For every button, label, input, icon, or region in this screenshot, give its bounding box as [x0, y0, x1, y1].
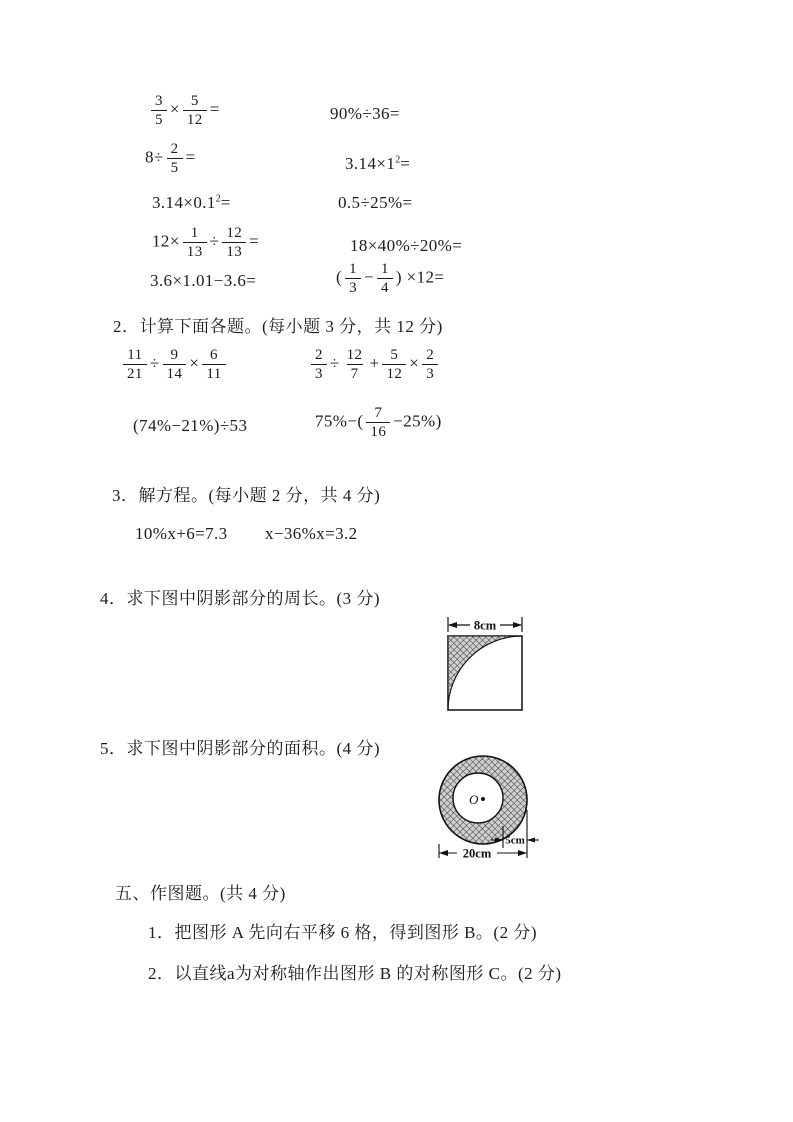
calc-expr-1-left: $\frac{11}{21}$ ÷ $\frac{9}{14}$ × $\frac{6}{11}$: [120, 347, 229, 382]
equations-heading: 3．解方程。(每小题 2 分，共 4 分): [112, 486, 381, 505]
fraction: $\frac{2}{5}$: [167, 141, 183, 176]
equation-1: 10%x+6=7.3: [135, 524, 228, 543]
drawing-item-1: 1．把图形 A 先向右平移 6 格，得到图形 B。(2 分): [148, 923, 537, 942]
fraction: $\frac{2}{3}$: [311, 347, 327, 382]
dim-label-8cm: 8cm: [473, 618, 497, 633]
calc-expr-2-right: 75%−( $\frac{7}{16}$ −25%): [315, 405, 442, 441]
fraction: $\frac{11}{21}$: [123, 347, 147, 382]
drawing-heading: 五、作图题。(共 4 分): [115, 884, 286, 903]
oral-expr-5-left: 3.6×1.01−3.6=: [150, 271, 257, 290]
fraction: $\frac{5}{12}$: [382, 347, 406, 382]
fraction: $\frac{7}{16}$: [366, 405, 390, 440]
fraction: $\frac{9}{14}$: [163, 347, 187, 382]
fraction: $\frac{12}{7}$: [346, 347, 363, 383]
fraction: $\frac{1}{13}$: [183, 225, 207, 260]
fraction: $\frac{1}{3}$: [345, 261, 361, 296]
fraction: $\frac{3}{5}$: [151, 93, 167, 128]
oral-expr-2-right: $3.14\times 1^2=$: [345, 154, 411, 173]
oral-expr-1-right: 90%÷36=: [330, 104, 400, 123]
ring-width-label: 5cm: [505, 834, 525, 847]
area-heading: 5．求下图中阴影部分的面积。(4 分): [100, 739, 381, 758]
oral-expr-2-left: 8÷ $\frac{2}{5}$ =: [145, 141, 196, 177]
quarter-circle-figure: [438, 608, 552, 722]
equation-2: x−36%x=3.2: [265, 524, 358, 543]
diameter-label: 20cm: [462, 846, 492, 861]
center-dot: [481, 797, 485, 801]
perimeter-heading: 4．求下图中阴影部分的周长。(3 分): [100, 589, 381, 608]
fraction: $\frac{2}{3}$: [422, 347, 438, 382]
oral-expr-1-left: $\frac{3}{5}$ × $\frac{5}{12}$ =: [148, 93, 220, 128]
annulus-figure: [425, 752, 549, 864]
oral-expr-3-right: 0.5÷25%=: [338, 193, 413, 212]
fraction: $\frac{1}{4}$: [377, 261, 393, 296]
fraction: $\frac{12}{13}$: [222, 225, 246, 260]
fraction: $\frac{5}{12}$: [183, 93, 207, 128]
oral-expr-5-right: ( $\frac{1}{3}$ − $\frac{1}{4}$ ) ×12=: [336, 261, 445, 297]
fraction: $\frac{6}{11}$: [202, 347, 225, 382]
calc-expr-2-left: (74%−21%)÷53: [133, 416, 248, 435]
oral-expr-3-left: $3.14\times 0.1^2=$: [152, 193, 231, 212]
oral-expr-4-right: 18×40%÷20%=: [350, 236, 463, 255]
drawing-item-2: 2．以直线a为对称轴作出图形 B 的对称图形 C。(2 分): [148, 964, 562, 983]
oral-expr-4-left: 12× $\frac{1}{13}$ ÷ $\frac{12}{13}$ =: [152, 225, 260, 261]
calc-heading: 2．计算下面各题。(每小题 3 分，共 12 分): [113, 317, 443, 336]
calc-expr-1-right: $\frac{2}{3}$ ÷ $\frac{12}{7}$ + $\frac{5}{12}$ × $\frac{2}{3}$: [308, 347, 441, 382]
center-label: O: [469, 792, 479, 807]
